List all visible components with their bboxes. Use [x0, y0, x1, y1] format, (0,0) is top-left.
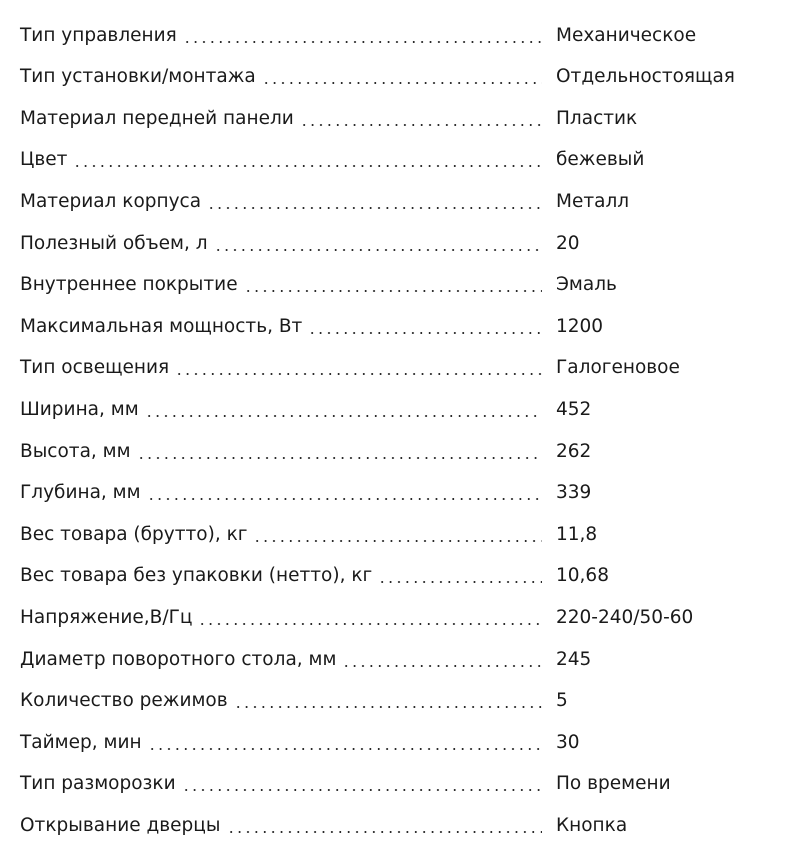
spec-row-control-type [20, 7, 780, 49]
spec-row-net-weight [20, 548, 780, 590]
spec-label: Материал корпуса [20, 190, 202, 212]
dot-leader [147, 480, 542, 506]
spec-label: Вес товара (брутто), кг [20, 523, 248, 545]
spec-row-door-opening [20, 797, 780, 839]
spec-label: Тип освещения [20, 357, 170, 379]
spec-row-max-power [20, 298, 780, 340]
spec-label: Напряжение,В/Гц [20, 606, 193, 628]
spec-value: 30 [556, 731, 580, 753]
spec-row-modes-count [20, 673, 780, 715]
spec-label: Вес товара без упаковки (нетто), кг [20, 565, 373, 587]
spec-value: Металл [556, 190, 630, 212]
spec-label: Тип разморозки [20, 773, 176, 795]
spec-label: Диаметр поворотного стола, мм [20, 648, 337, 670]
spec-value: 339 [556, 482, 592, 504]
dot-leader [378, 563, 542, 589]
spec-row-lighting-type [20, 340, 780, 382]
spec-value: 245 [556, 648, 592, 670]
spec-row-timer [20, 714, 780, 756]
dot-leader [253, 522, 542, 548]
dot-leader [342, 647, 542, 673]
spec-row-defrost-type [20, 756, 780, 798]
dot-leader [183, 23, 542, 49]
specifications-list [20, 7, 780, 839]
spec-label: Ширина, мм [20, 398, 139, 420]
spec-label: Полезный объем, л [20, 232, 208, 254]
spec-value: 220-240/50-60 [556, 606, 694, 628]
spec-label: Количество режимов [20, 690, 228, 712]
spec-value: 5 [556, 690, 568, 712]
spec-row-height [20, 423, 780, 465]
spec-row-width [20, 381, 780, 423]
spec-row-depth [20, 465, 780, 507]
spec-row-turntable-diameter [20, 631, 780, 673]
dot-leader [214, 231, 542, 257]
spec-label: Материал передней панели [20, 107, 294, 129]
dot-leader [308, 314, 542, 340]
spec-value: 20 [556, 232, 580, 254]
spec-label: Максимальная мощность, Вт [20, 315, 303, 337]
spec-value: 10,68 [556, 565, 609, 587]
spec-value: Пластик [556, 107, 638, 129]
spec-value: 11,8 [556, 523, 598, 545]
spec-value: 1200 [556, 315, 604, 337]
spec-row-capacity [20, 215, 780, 257]
dot-leader [145, 397, 542, 423]
dot-leader [175, 355, 542, 381]
spec-value: 262 [556, 440, 592, 462]
spec-row-gross-weight [20, 506, 780, 548]
dot-leader [300, 106, 542, 132]
spec-value: По времени [556, 773, 671, 795]
dot-leader [198, 605, 542, 631]
dot-leader [182, 771, 542, 797]
spec-row-voltage [20, 589, 780, 631]
spec-row-installation-type [20, 49, 780, 91]
dot-leader [73, 147, 542, 173]
spec-value: бежевый [556, 149, 645, 171]
spec-label: Глубина, мм [20, 482, 141, 504]
spec-label: Тип установки/монтажа [20, 66, 256, 88]
spec-label: Тип управления [20, 24, 177, 46]
spec-value: Галогеновое [556, 357, 680, 379]
spec-value: 452 [556, 398, 592, 420]
spec-value: Механическое [556, 24, 697, 46]
dot-leader [148, 730, 542, 756]
spec-label: Высота, мм [20, 440, 131, 462]
spec-label: Открывание дверцы [20, 814, 221, 836]
spec-row-body-material [20, 173, 780, 215]
spec-label: Внутреннее покрытие [20, 274, 238, 296]
dot-leader [244, 272, 542, 298]
spec-row-front-panel-material [20, 90, 780, 132]
dot-leader [207, 189, 542, 215]
spec-label: Цвет [20, 149, 68, 171]
spec-row-interior-coating [20, 257, 780, 299]
spec-value: Кнопка [556, 814, 628, 836]
dot-leader [137, 439, 542, 465]
dot-leader [262, 64, 542, 90]
spec-label: Таймер, мин [20, 731, 142, 753]
dot-leader [227, 813, 542, 839]
spec-value: Отдельностоящая [556, 66, 735, 88]
spec-row-color [20, 132, 780, 174]
dot-leader [234, 688, 542, 714]
spec-value: Эмаль [556, 274, 617, 296]
